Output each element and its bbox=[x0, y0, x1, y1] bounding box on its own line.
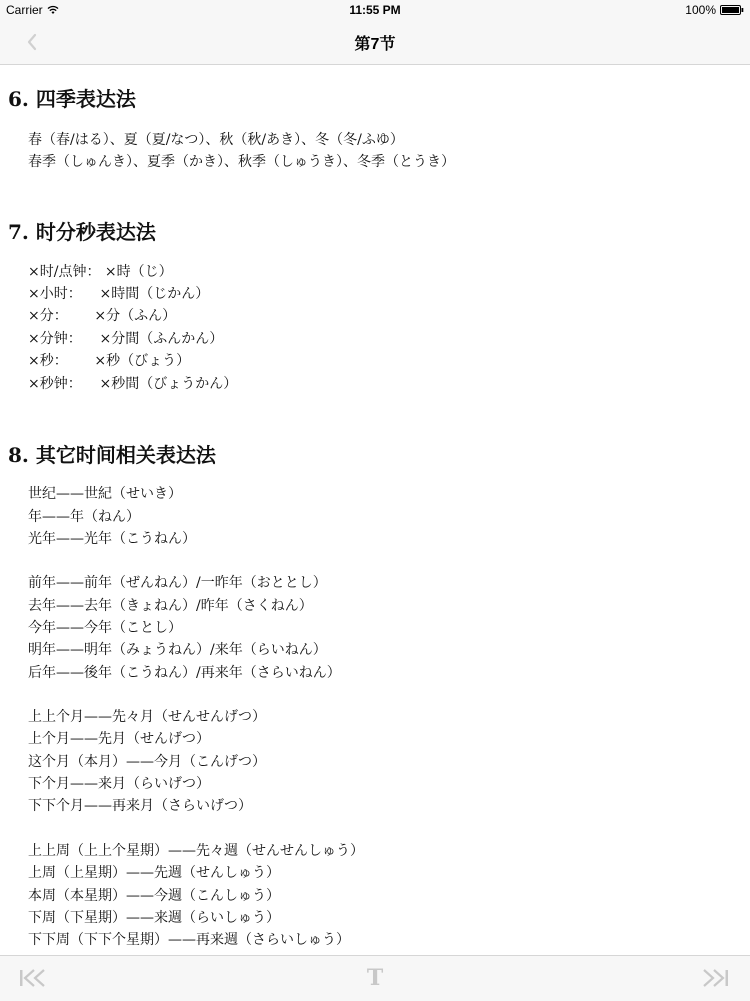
page-title: 第7节 bbox=[354, 36, 396, 53]
text-line: 上上个月——先々月（せんせんげつ） bbox=[28, 709, 266, 725]
text-line: 上上周（上上个星期）——先々週（せんせんしゅう） bbox=[28, 843, 364, 859]
text-line: 这个月（本月）——今月（こんげつ） bbox=[28, 754, 266, 770]
battery-percent: 100% bbox=[685, 3, 716, 17]
battery-icon bbox=[720, 5, 744, 15]
status-time: 11:55 PM bbox=[349, 3, 401, 17]
text-line: 上个月——先月（せんげつ） bbox=[28, 731, 210, 747]
text-line: 明年——明年（みょうねん）/来年（らいねん） bbox=[28, 642, 327, 658]
status-right bbox=[685, 3, 744, 17]
article-content bbox=[0, 65, 750, 955]
text-line: ×分： ×分（ふん） bbox=[28, 308, 177, 324]
text-line: ×秒： ×秒（びょう） bbox=[28, 353, 191, 369]
text-line: ×时/点钟： ×時（じ） bbox=[28, 264, 173, 280]
text-line: 前年——前年（ぜんねん）/一昨年（おととし） bbox=[28, 575, 327, 591]
section-heading-other-time: 8. 其它时间相关表达法 bbox=[8, 443, 216, 467]
font-icon: T bbox=[366, 965, 384, 991]
text-line: 今年——今年（ことし） bbox=[28, 620, 182, 636]
text-line: 春季（しゅんき）、夏季（かき）、秋季（しゅうき）、冬季（とうき） bbox=[28, 154, 455, 170]
text-line: 下周（下星期）——来週（らいしゅう） bbox=[28, 910, 280, 926]
carrier-label: Carrier bbox=[6, 3, 43, 17]
text-line: 春（春/はる）、夏（夏/なつ）、秋（秋/あき）、冬（冬/ふゆ） bbox=[28, 132, 404, 148]
text-line: 年——年（ねん） bbox=[28, 509, 140, 525]
text-line: 世纪——世紀（せいき） bbox=[28, 486, 182, 502]
section-heading-seasons: 6. 四季表达法 bbox=[8, 87, 136, 111]
first-page-button[interactable] bbox=[16, 964, 50, 992]
text-line: 后年——後年（こうねん）/再来年（さらいねん） bbox=[28, 665, 341, 681]
section-heading-time-units: 7. 时分秒表达法 bbox=[8, 220, 156, 244]
font-size-button[interactable] bbox=[358, 964, 392, 992]
bottom-toolbar bbox=[0, 955, 750, 1001]
last-page-button[interactable] bbox=[698, 964, 732, 992]
text-line: 下下个月——再来月（さらいげつ） bbox=[28, 798, 252, 814]
text-line: 下下周（下下个星期）——再来週（さらいしゅう） bbox=[28, 932, 350, 948]
text-line: 本周（本星期）——今週（こんしゅう） bbox=[28, 888, 280, 904]
status-bar bbox=[0, 0, 750, 20]
text-line: 去年——去年（きょねん）/昨年（さくねん） bbox=[28, 598, 313, 614]
skip-forward-icon bbox=[699, 967, 731, 989]
navigation-bar bbox=[0, 20, 750, 65]
text-line: ×秒钟： ×秒間（びょうかん） bbox=[28, 376, 238, 392]
text-line: 光年——光年（こうねん） bbox=[28, 531, 196, 547]
text-line: ×分钟： ×分間（ふんかん） bbox=[28, 331, 224, 347]
text-line: 下个月——来月（らいげつ） bbox=[28, 776, 210, 792]
text-line: 上周（上星期）——先週（せんしゅう） bbox=[28, 865, 280, 881]
text-line: ×小时： ×時間（じかん） bbox=[28, 286, 210, 302]
skip-back-icon bbox=[17, 967, 49, 989]
